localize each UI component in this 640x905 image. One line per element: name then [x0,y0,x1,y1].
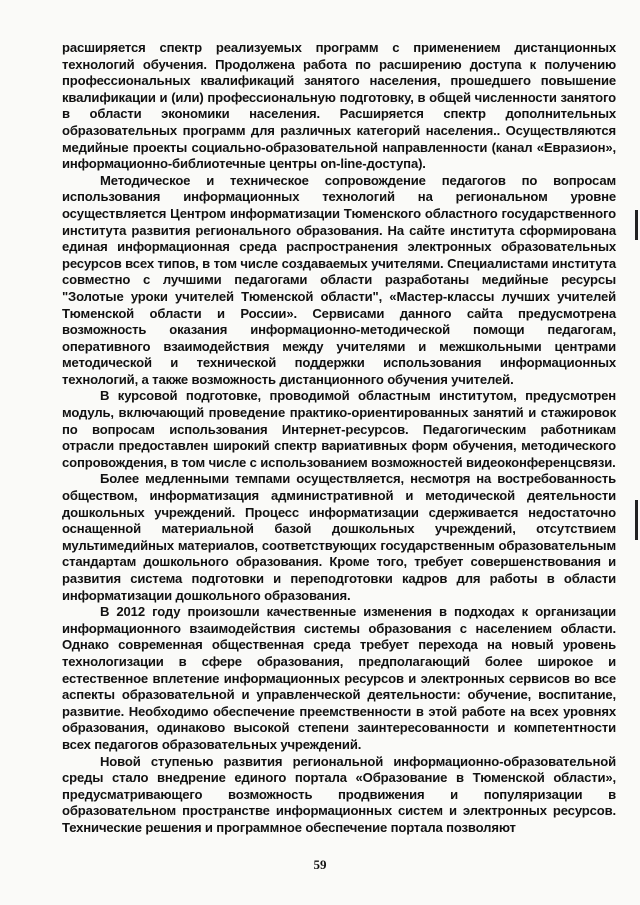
page-number: 59 [313,857,327,872]
paragraph-6: Новой ступенью развития региональной информационно-образовательной среды стало внедрение единого портала «Образование в Тюменской области», предусматривающего возможность продвижения и популяризации в образовательном пространстве информационных систем и электронных ресурсов. Технические решения и программное обеспечение портала позволяют [62,753,616,835]
scan-edge-mark [635,500,638,540]
paragraph-1: расширяется спектр реализуемых программ с применением дистанционных технологий обучения. Продолжена работа по расширению доступа к получению профессиональных квалификаций занятого населения, прошедшего повышение квалификации и (или) профессиональную подготовку, в общей численности занятого в области экономики населения. Расширяется спектр дополнительных образовательных программ для различных категорий населения.. Осуществляются медийные проекты социально-образовательной направленности (канал «Евразион», информационно-библиотечные центры on-line-доступа). [62,40,616,172]
paragraph-3: В курсовой подготовке, проводимой областным институтом, предусмотрен модуль, включающий проведение практико-ориентированных занятий и стажировок по вопросам использования Интернет-ресурсов. Педагогическим работникам отрасли предоставлен широкий спектр вариативных форм обучения, методического сопровождения, в том числе с использованием возможностей видеоконференцсвязи. [62,388,616,470]
paragraph-2: Методическое и техническое сопровождение педагогов по вопросам использования информационных технологий на региональном уровне осуществляется Центром информатизации Тюменского областного государственного института развития регионального образования. На сайте института сформирована единая информационная среда распространения электронных образовательных ресурсов всех типов, в том числе создаваемых учителями. Специалистами института совместно с лучшими педагогами области разработаны медийные ресурсы "Золотые уроки учителей Тюменской области", «Мастер-классы лучших учителей Тюменской области и России». Сервисами данного сайта предусмотрена возможность оказания информационно-методической помощи педагогам, оперативного взаимодействия между учителями и межшкольными центрами методической и технической поддержки использования информационных технологий, а также возможность дистанционного обучения учителей. [62,172,616,387]
scan-edge-mark [635,210,638,240]
paragraph-4: Более медленными темпами осуществляется, несмотря на востребованность обществом, информатизация административной и методической деятельности дошкольных учреждений. Процесс информатизации сдерживается недостаточно оснащенной материальной базой дошкольных учреждений, отсутствием мультимедийных материалов, соответствующих государственным образовательным стандартам дошкольного образования. Кроме того, требует совершенствования и развития система подготовки и переподготовки кадров для работы в области информатизации дошкольного образования. [62,471,616,603]
body-text [62,40,616,837]
paragraph-5: В 2012 году произошли качественные изменения в подходах к организации информационного взаимодействия системы образования с населением области. Однако современная общественная среда требует перехода на новый уровень технологизации в сфере образования, предполагающий более широкое и естественное вплетение информационных ресурсов и электронных сервисов во все аспекты образовательной и управленческой деятельности: обучение, воспитание, развитие. Необходимо обеспечение преемственности в этой работе на всех уровнях образования, одинаково высокой степени заинтересованности и компетентности всех педагогов образовательных учреждений. [62,604,616,752]
